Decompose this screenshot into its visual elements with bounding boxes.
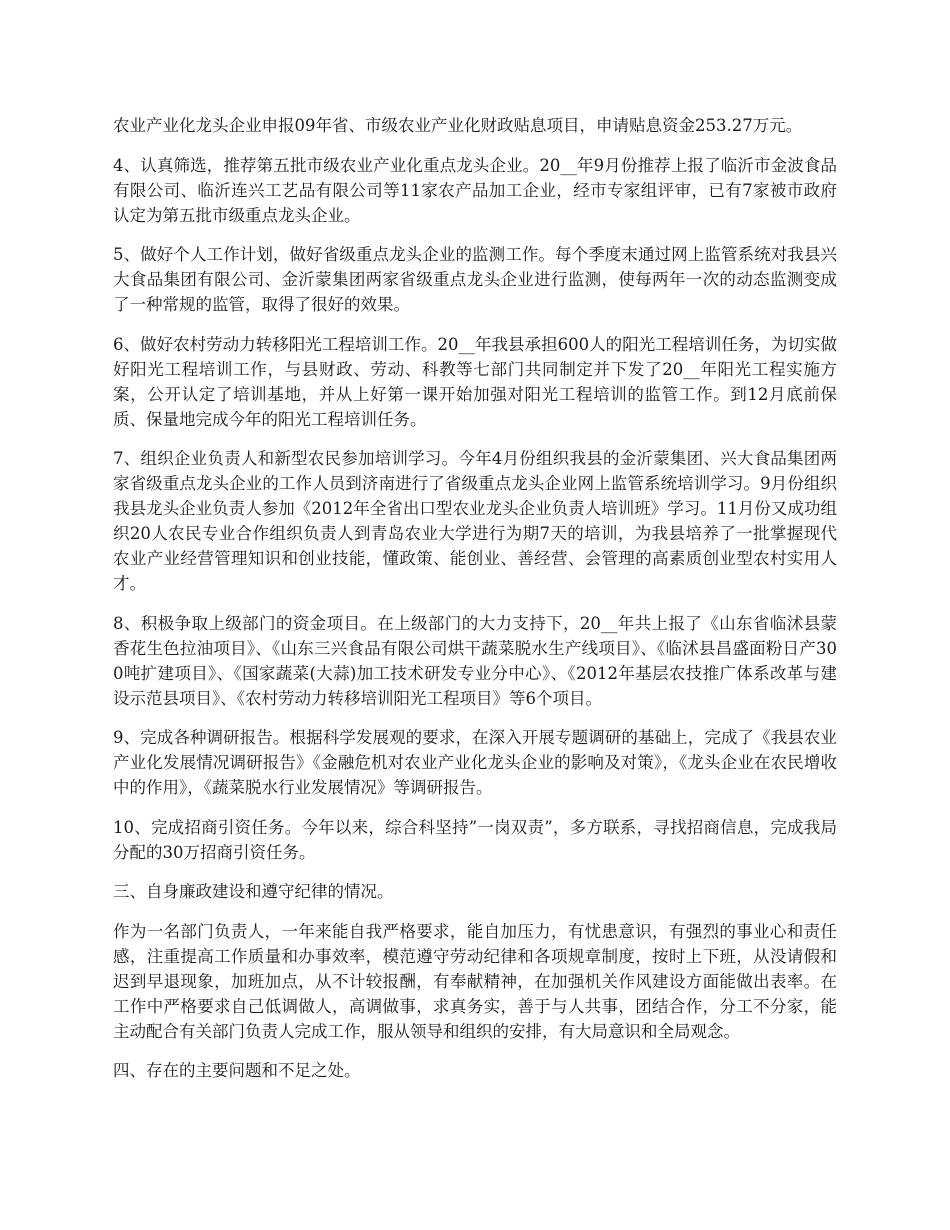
- paragraph-item-5: 5、做好个人工作计划，做好省级重点龙头企业的监测工作。每个季度末通过网上监管系统对我县兴大食品集团有限公司、金沂蒙集团两家省级重点龙头企业进行监测，使每两年一次的动态监测变成了一种常规的监管，取得了很好的效果。: [113, 245, 837, 314]
- section-heading-integrity: 三、自身廉政建设和遵守纪律的情况。: [113, 882, 394, 901]
- document-page: [113, 113, 837, 1098]
- paragraph-integrity-body: 作为一名部门负责人，一年来能自我严格要求，能自加压力，有忧患意识，有强烈的事业心和责任感，注重提高工作质量和办事效率，模范遵守劳动纪律和各项规章制度，按时上下班，从没请假和迟到早退现象，加班加点，从不计较报酬，有奉献精神，在加强机关作风建设方面能做出表率。在工作中严格要求自己低调做人，高调做事，求真务实，善于与人共事，团结合作，分工不分家，能主动配合有关部门负责人完成工作，服从领导和组织的安排，有大局意识和全局观念。: [113, 921, 837, 1041]
- section-heading-problems: 四、存在的主要问题和不足之处。: [113, 1061, 361, 1080]
- paragraph-item-4: 4、认真筛选，推荐第五批市级农业产业化重点龙头企业。20__年9月份推荐上报了临沂市金波食品有限公司、临沂连兴工艺品有限公司等11家农产品加工企业，经市专家组评审，已有7家被市政府认定为第五批市级重点龙头企业。: [113, 155, 837, 225]
- paragraph-item-7: 7、组织企业负责人和新型农民参加培训学习。今年4月份组织我县的金沂蒙集团、兴大食品集团两家省级重点龙头企业的工作人员到济南进行了省级重点龙头企业网上监管系统培训学习。9月份组织我县龙头企业负责人参加《2012年全省出口型农业龙头企业负责人培训班》学习。11月份又成功组织20人农民专业合作组织负责人到青岛农业大学进行为期7天的培训，为我县培养了一批掌握现代农业产业经营管理知识和创业技能，懂政策、能创业、善经营、会管理的高素质创业型农村实用人才。: [113, 449, 837, 593]
- paragraph-subsidy-application: 农业产业化龙头企业申报09年省、市级农业产业化财政贴息项目，申请贴息资金253.27万元。: [113, 116, 803, 135]
- paragraph-item-8: 8、积极争取上级部门的资金项目。在上级部门的大力支持下，20__年共上报了《山东省临沭县蒙香花生色拉油项目》、《山东三兴食品有限公司烘干蔬菜脱水生产线项目》、《临沭县昌盛面粉日产300吨扩建项目》、《国家蔬菜(大蒜)加工技术研发专业分中心》、《2012年基层农技推广体系改革与建设示范县项目》、《农村劳动力转移培训阳光工程项目》等6个项目。: [113, 613, 837, 708]
- paragraph-item-9: 9、完成各种调研报告。根据科学发展观的要求，在深入开展专题调研的基础上，完成了《我县农业产业化发展情况调研报告》《金融危机对农业产业化龙头企业的影响及对策》，《龙头企业在农民增收中的作用》，《蔬菜脱水行业发展情况》等调研报告。: [113, 728, 837, 797]
- paragraph-item-6: 6、做好农村劳动力转移阳光工程培训工作。20__年我县承担600人的阳光工程培训任务，为切实做好阳光工程培训工作，与县财政、劳动、科教等七部门共同制定并下发了20__年阳光工程实施方案，公开认定了培训基地，并从上好第一课开始加强对阳光工程培训的监管工作。到12月底前保质、保量地完成今年的阳光工程培训任务。: [113, 334, 837, 429]
- paragraph-item-10: 10、完成招商引资任务。今年以来，综合科坚持”一岗双责”，多方联系，寻找招商信息，完成我局分配的30万招商引资任务。: [113, 817, 837, 862]
